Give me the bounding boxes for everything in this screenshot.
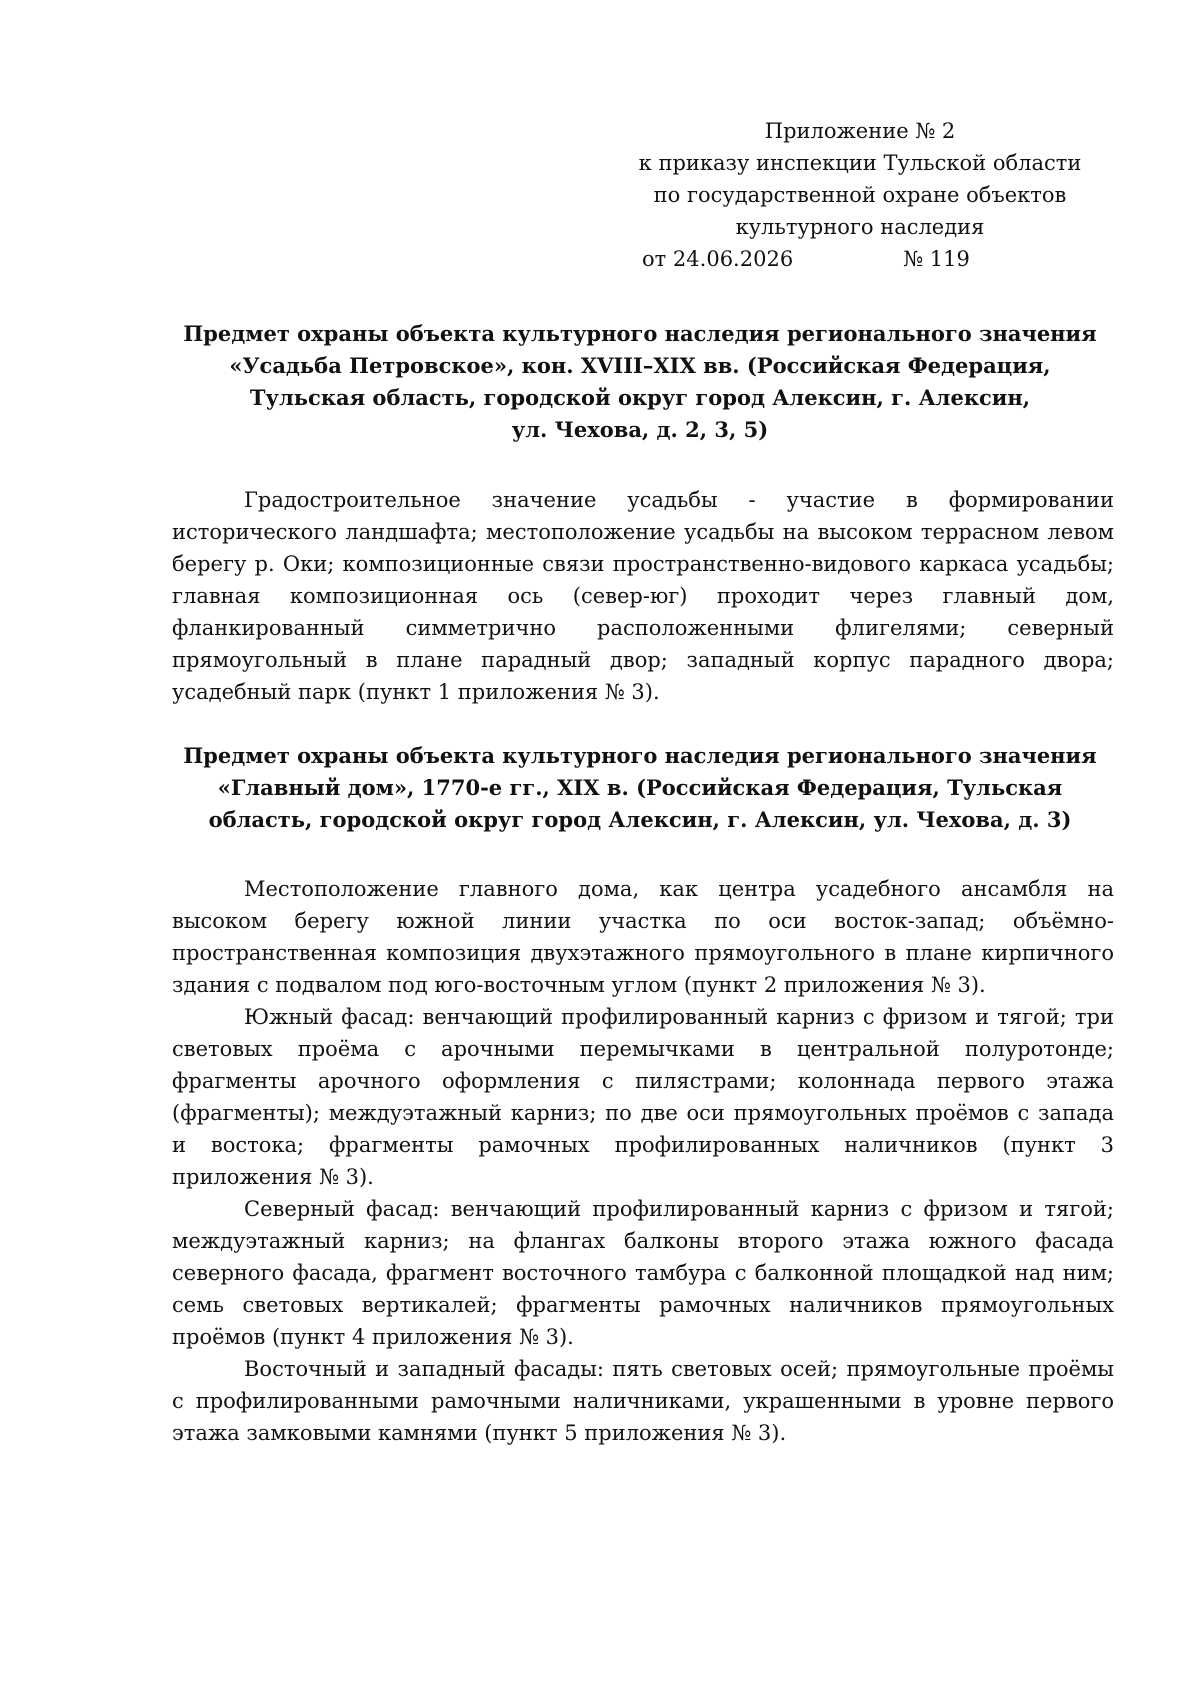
order-date: от 24.06.2026 <box>642 247 794 271</box>
order-number: № 119 <box>903 247 970 271</box>
section-1-title-line: ул. Чехова, д. 2, 3, 5) <box>511 417 769 442</box>
appendix-authority-line: по государственной охране объектов <box>653 183 1067 207</box>
section-2-paragraph: Восточный и западный фасады: пять световых осей; прямоугольные проёмы с профилированными рамочными наличниками, украшенными в уровне первого этажа замковыми камнями (пункт 5 приложения № 3). <box>172 1357 1114 1445</box>
section-1-title-line: Тульская область, городской округ город Алексин, г. Алексин, <box>249 385 1031 410</box>
appendix-number: Приложение № 2 <box>764 119 956 143</box>
section-2-title-line: область, городской округ город Алексин, г. Алексин, ул. Чехова, д. 3) <box>208 807 1072 832</box>
section-1-title-line: «Усадьба Петровское», кон. XVIII–XIX вв. (Российская Федерация, <box>229 353 1051 378</box>
section-2-title-line: Предмет охраны объекта культурного наследия регионального значения <box>183 743 1097 768</box>
section-2-paragraph: Северный фасад: венчающий профилированный карниз с фризом и тягой; междуэтажный карниз; на флангах балконы второго этажа южного фасада северного фасада, фрагмент восточного тамбура с балконной площадкой над ним; семь световых вертикалей; фрагменты рамочных наличников прямоугольных проёмов (пункт 4 приложения № 3). <box>172 1197 1114 1349</box>
section-1-paragraph: Градостроительное значение усадьбы - участие в формировании исторического ландшафта; местоположение усадьбы на высоком террасном левом берегу р. Оки; композиционные связи пространственно-видового каркаса усадьбы; главная композиционная ось (север-юг) проходит через главный дом, фланкированный симметрично расположенными флигелями; северный прямоугольный в плане парадный двор; западный корпус парадного двора; усадебный парк (пункт 1 приложения № 3). <box>172 488 1114 704</box>
section-2-title-line: «Главный дом», 1770-е гг., XIX в. (Российская Федерация, Тульская <box>217 775 1063 800</box>
section-2-title <box>165 740 1115 836</box>
section-2-paragraph: Местоположение главного дома, как центра усадебного ансамбля на высоком берегу южной линии участка по оси восток-запад; объёмно-пространственная композиция двухэтажного прямоугольного в плане кирпичного здания с подвалом под юго-восточным углом (пункт 2 приложения № 3). <box>172 877 1114 997</box>
section-2-paragraph: Южный фасад: венчающий профилированный карниз с фризом и тягой; три световых проёма с арочными перемычками в центральной полуротонде; фрагменты арочного оформления с пилястрами; колоннада первого этажа (фрагменты); междуэтажный карниз; по две оси прямоугольных проёмов с запада и востока; фрагменты рамочных профилированных наличников (пункт 3 приложения № 3). <box>172 1005 1114 1189</box>
section-1-title <box>165 318 1115 446</box>
appendix-date-line <box>600 243 1120 275</box>
section-2-body <box>172 873 1114 1449</box>
section-1-title-line: Предмет охраны объекта культурного наследия регионального значения <box>183 321 1097 346</box>
appendix-header <box>600 115 1120 275</box>
appendix-authority-line-2: культурного наследия <box>735 215 985 239</box>
appendix-order-reference: к приказу инспекции Тульской области <box>638 151 1082 175</box>
section-1-body <box>172 484 1114 708</box>
